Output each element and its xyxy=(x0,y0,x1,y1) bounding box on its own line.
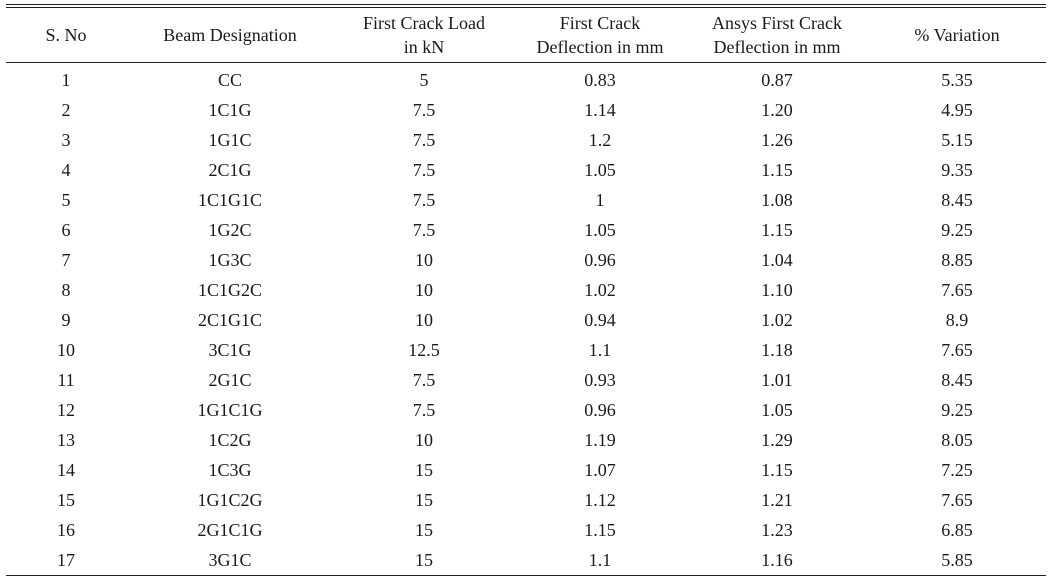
cell-ansys-deflection: 1.05 xyxy=(761,400,793,420)
cell-beam-designation: 1G3C xyxy=(208,250,252,270)
cell-beam-designation: 1C2G xyxy=(208,430,252,450)
table-row xyxy=(6,545,1046,576)
cell-s-no: 5 xyxy=(61,190,71,210)
cell-s-no: 7 xyxy=(61,250,71,270)
cell-first-crack-deflection: 1.12 xyxy=(584,490,616,510)
table-row xyxy=(6,215,1046,245)
cell-percent-variation: 8.45 xyxy=(941,370,973,390)
table-row xyxy=(6,275,1046,305)
cell-s-no: 13 xyxy=(57,430,75,450)
cell-first-crack-deflection: 0.96 xyxy=(584,400,616,420)
cell-beam-designation: 1G1C2G xyxy=(197,490,263,510)
cell-beam-designation: 3G1C xyxy=(126,545,334,576)
cell-beam-designation: 1C3G xyxy=(208,460,252,480)
cell-first-crack-deflection: 1.05 xyxy=(584,220,616,240)
cell-beam-designation: 1C1G2C xyxy=(197,280,262,300)
table-row xyxy=(6,455,1046,485)
cell-first-crack-load: 15 xyxy=(334,545,514,576)
cell-percent-variation: 7.65 xyxy=(941,490,973,510)
table-row xyxy=(6,515,1046,545)
cell-s-no: 2 xyxy=(61,100,71,120)
cell-first-crack-load: 10 xyxy=(415,430,433,450)
cell-s-no: 9 xyxy=(61,310,71,330)
results-table xyxy=(6,8,1046,576)
cell-beam-designation: 1C1G1C xyxy=(197,190,262,210)
table-row xyxy=(6,305,1046,335)
cell-ansys-deflection: 1.04 xyxy=(761,250,793,270)
cell-ansys-deflection: 1.15 xyxy=(761,460,793,480)
cell-percent-variation: 5.35 xyxy=(941,70,973,90)
cell-beam-designation: 1G1C1G xyxy=(197,400,263,420)
cell-ansys-deflection: 1.26 xyxy=(761,130,793,150)
cell-ansys-deflection: 1.29 xyxy=(761,430,793,450)
cell-ansys-deflection: 1.21 xyxy=(761,490,793,510)
cell-first-crack-deflection: 1.15 xyxy=(584,520,616,540)
header-percent-variation: % Variation xyxy=(868,8,1046,63)
cell-first-crack-deflection: 1.05 xyxy=(584,160,616,180)
cell-first-crack-deflection: 1.1 xyxy=(514,545,686,576)
cell-s-no: 17 xyxy=(6,545,126,576)
table-header-row xyxy=(6,8,1046,63)
cell-first-crack-load: 10 xyxy=(415,310,433,330)
cell-ansys-deflection: 1.18 xyxy=(761,340,793,360)
table-row xyxy=(6,63,1046,96)
header-ansys-first-crack-deflection: Ansys First Crack Deflection in mm xyxy=(686,8,868,63)
cell-first-crack-load: 7.5 xyxy=(412,130,436,150)
cell-beam-designation: 1C1G xyxy=(208,100,252,120)
results-table-container xyxy=(6,4,1046,576)
cell-first-crack-load: 15 xyxy=(415,460,433,480)
cell-first-crack-deflection: 0.94 xyxy=(584,310,616,330)
table-body xyxy=(6,63,1046,576)
cell-first-crack-deflection: 1 xyxy=(595,190,605,210)
cell-ansys-deflection: 0.87 xyxy=(761,70,793,90)
cell-first-crack-load: 12.5 xyxy=(408,340,440,360)
cell-ansys-deflection: 1.15 xyxy=(761,160,793,180)
cell-percent-variation: 5.85 xyxy=(868,545,1046,576)
cell-s-no: 15 xyxy=(57,490,75,510)
cell-first-crack-deflection: 1.02 xyxy=(584,280,616,300)
table-row xyxy=(6,425,1046,455)
cell-beam-designation: CC xyxy=(217,70,242,90)
cell-beam-designation: 1G2C xyxy=(208,220,252,240)
header-s-no: S. No xyxy=(6,8,126,63)
cell-first-crack-load: 5 xyxy=(419,70,429,90)
cell-beam-designation: 2G1C1G xyxy=(197,520,263,540)
cell-beam-designation: 2C1G1C xyxy=(197,310,262,330)
cell-first-crack-load: 7.5 xyxy=(412,370,436,390)
cell-percent-variation: 8.05 xyxy=(941,430,973,450)
table-row xyxy=(6,395,1046,425)
cell-s-no: 10 xyxy=(57,340,75,360)
cell-percent-variation: 4.95 xyxy=(941,100,973,120)
cell-s-no: 6 xyxy=(61,220,71,240)
cell-beam-designation: 2G1C xyxy=(208,370,252,390)
cell-s-no: 3 xyxy=(61,130,71,150)
cell-first-crack-load: 15 xyxy=(415,520,433,540)
cell-percent-variation: 7.65 xyxy=(941,340,973,360)
table-row xyxy=(6,485,1046,515)
table-row xyxy=(6,245,1046,275)
cell-s-no: 8 xyxy=(61,280,71,300)
cell-ansys-deflection: 1.02 xyxy=(761,310,793,330)
cell-beam-designation: 2C1G xyxy=(208,160,252,180)
cell-percent-variation: 9.25 xyxy=(941,400,973,420)
cell-first-crack-deflection: 1.19 xyxy=(584,430,616,450)
header-beam-designation: Beam Designation xyxy=(126,8,334,63)
cell-ansys-deflection: 1.15 xyxy=(761,220,793,240)
cell-first-crack-load: 7.5 xyxy=(412,400,436,420)
table-row xyxy=(6,365,1046,395)
cell-first-crack-deflection: 1.1 xyxy=(588,340,612,360)
cell-ansys-deflection: 1.16 xyxy=(686,545,868,576)
cell-first-crack-deflection: 0.83 xyxy=(584,70,616,90)
cell-beam-designation: 3C1G xyxy=(208,340,252,360)
header-first-crack-load: First Crack Load in kN xyxy=(334,8,514,63)
cell-percent-variation: 9.35 xyxy=(941,160,973,180)
cell-percent-variation: 8.85 xyxy=(941,250,973,270)
cell-ansys-deflection: 1.10 xyxy=(761,280,793,300)
cell-first-crack-deflection: 1.07 xyxy=(584,460,616,480)
cell-percent-variation: 9.25 xyxy=(941,220,973,240)
table-row xyxy=(6,125,1046,155)
cell-first-crack-load: 7.5 xyxy=(412,220,436,240)
cell-s-no: 11 xyxy=(57,370,75,390)
cell-s-no: 16 xyxy=(57,520,75,540)
cell-percent-variation: 7.65 xyxy=(941,280,973,300)
cell-s-no: 12 xyxy=(57,400,75,420)
table-top-rule xyxy=(6,4,1046,5)
cell-first-crack-deflection: 0.93 xyxy=(584,370,616,390)
cell-s-no: 14 xyxy=(57,460,75,480)
cell-ansys-deflection: 1.23 xyxy=(761,520,793,540)
cell-percent-variation: 5.15 xyxy=(941,130,973,150)
table-row xyxy=(6,335,1046,365)
cell-first-crack-load: 7.5 xyxy=(412,190,436,210)
cell-ansys-deflection: 1.20 xyxy=(761,100,793,120)
cell-first-crack-deflection: 0.96 xyxy=(584,250,616,270)
cell-beam-designation: 1G1C xyxy=(208,130,252,150)
cell-s-no: 4 xyxy=(61,160,71,180)
cell-ansys-deflection: 1.01 xyxy=(761,370,793,390)
header-first-crack-deflection: First Crack Deflection in mm xyxy=(514,8,686,63)
cell-ansys-deflection: 1.08 xyxy=(761,190,793,210)
cell-first-crack-load: 7.5 xyxy=(412,100,436,120)
cell-first-crack-load: 7.5 xyxy=(412,160,436,180)
table-row xyxy=(6,155,1046,185)
cell-percent-variation: 6.85 xyxy=(941,520,973,540)
cell-s-no: 1 xyxy=(61,70,71,90)
cell-first-crack-deflection: 1.2 xyxy=(588,130,612,150)
cell-first-crack-load: 15 xyxy=(415,490,433,510)
cell-first-crack-load: 10 xyxy=(415,280,433,300)
cell-first-crack-deflection: 1.14 xyxy=(584,100,616,120)
cell-percent-variation: 7.25 xyxy=(941,460,973,480)
table-row xyxy=(6,95,1046,125)
table-row xyxy=(6,185,1046,215)
cell-first-crack-load: 10 xyxy=(415,250,433,270)
cell-percent-variation: 8.45 xyxy=(941,190,973,210)
cell-percent-variation: 8.9 xyxy=(945,310,969,330)
